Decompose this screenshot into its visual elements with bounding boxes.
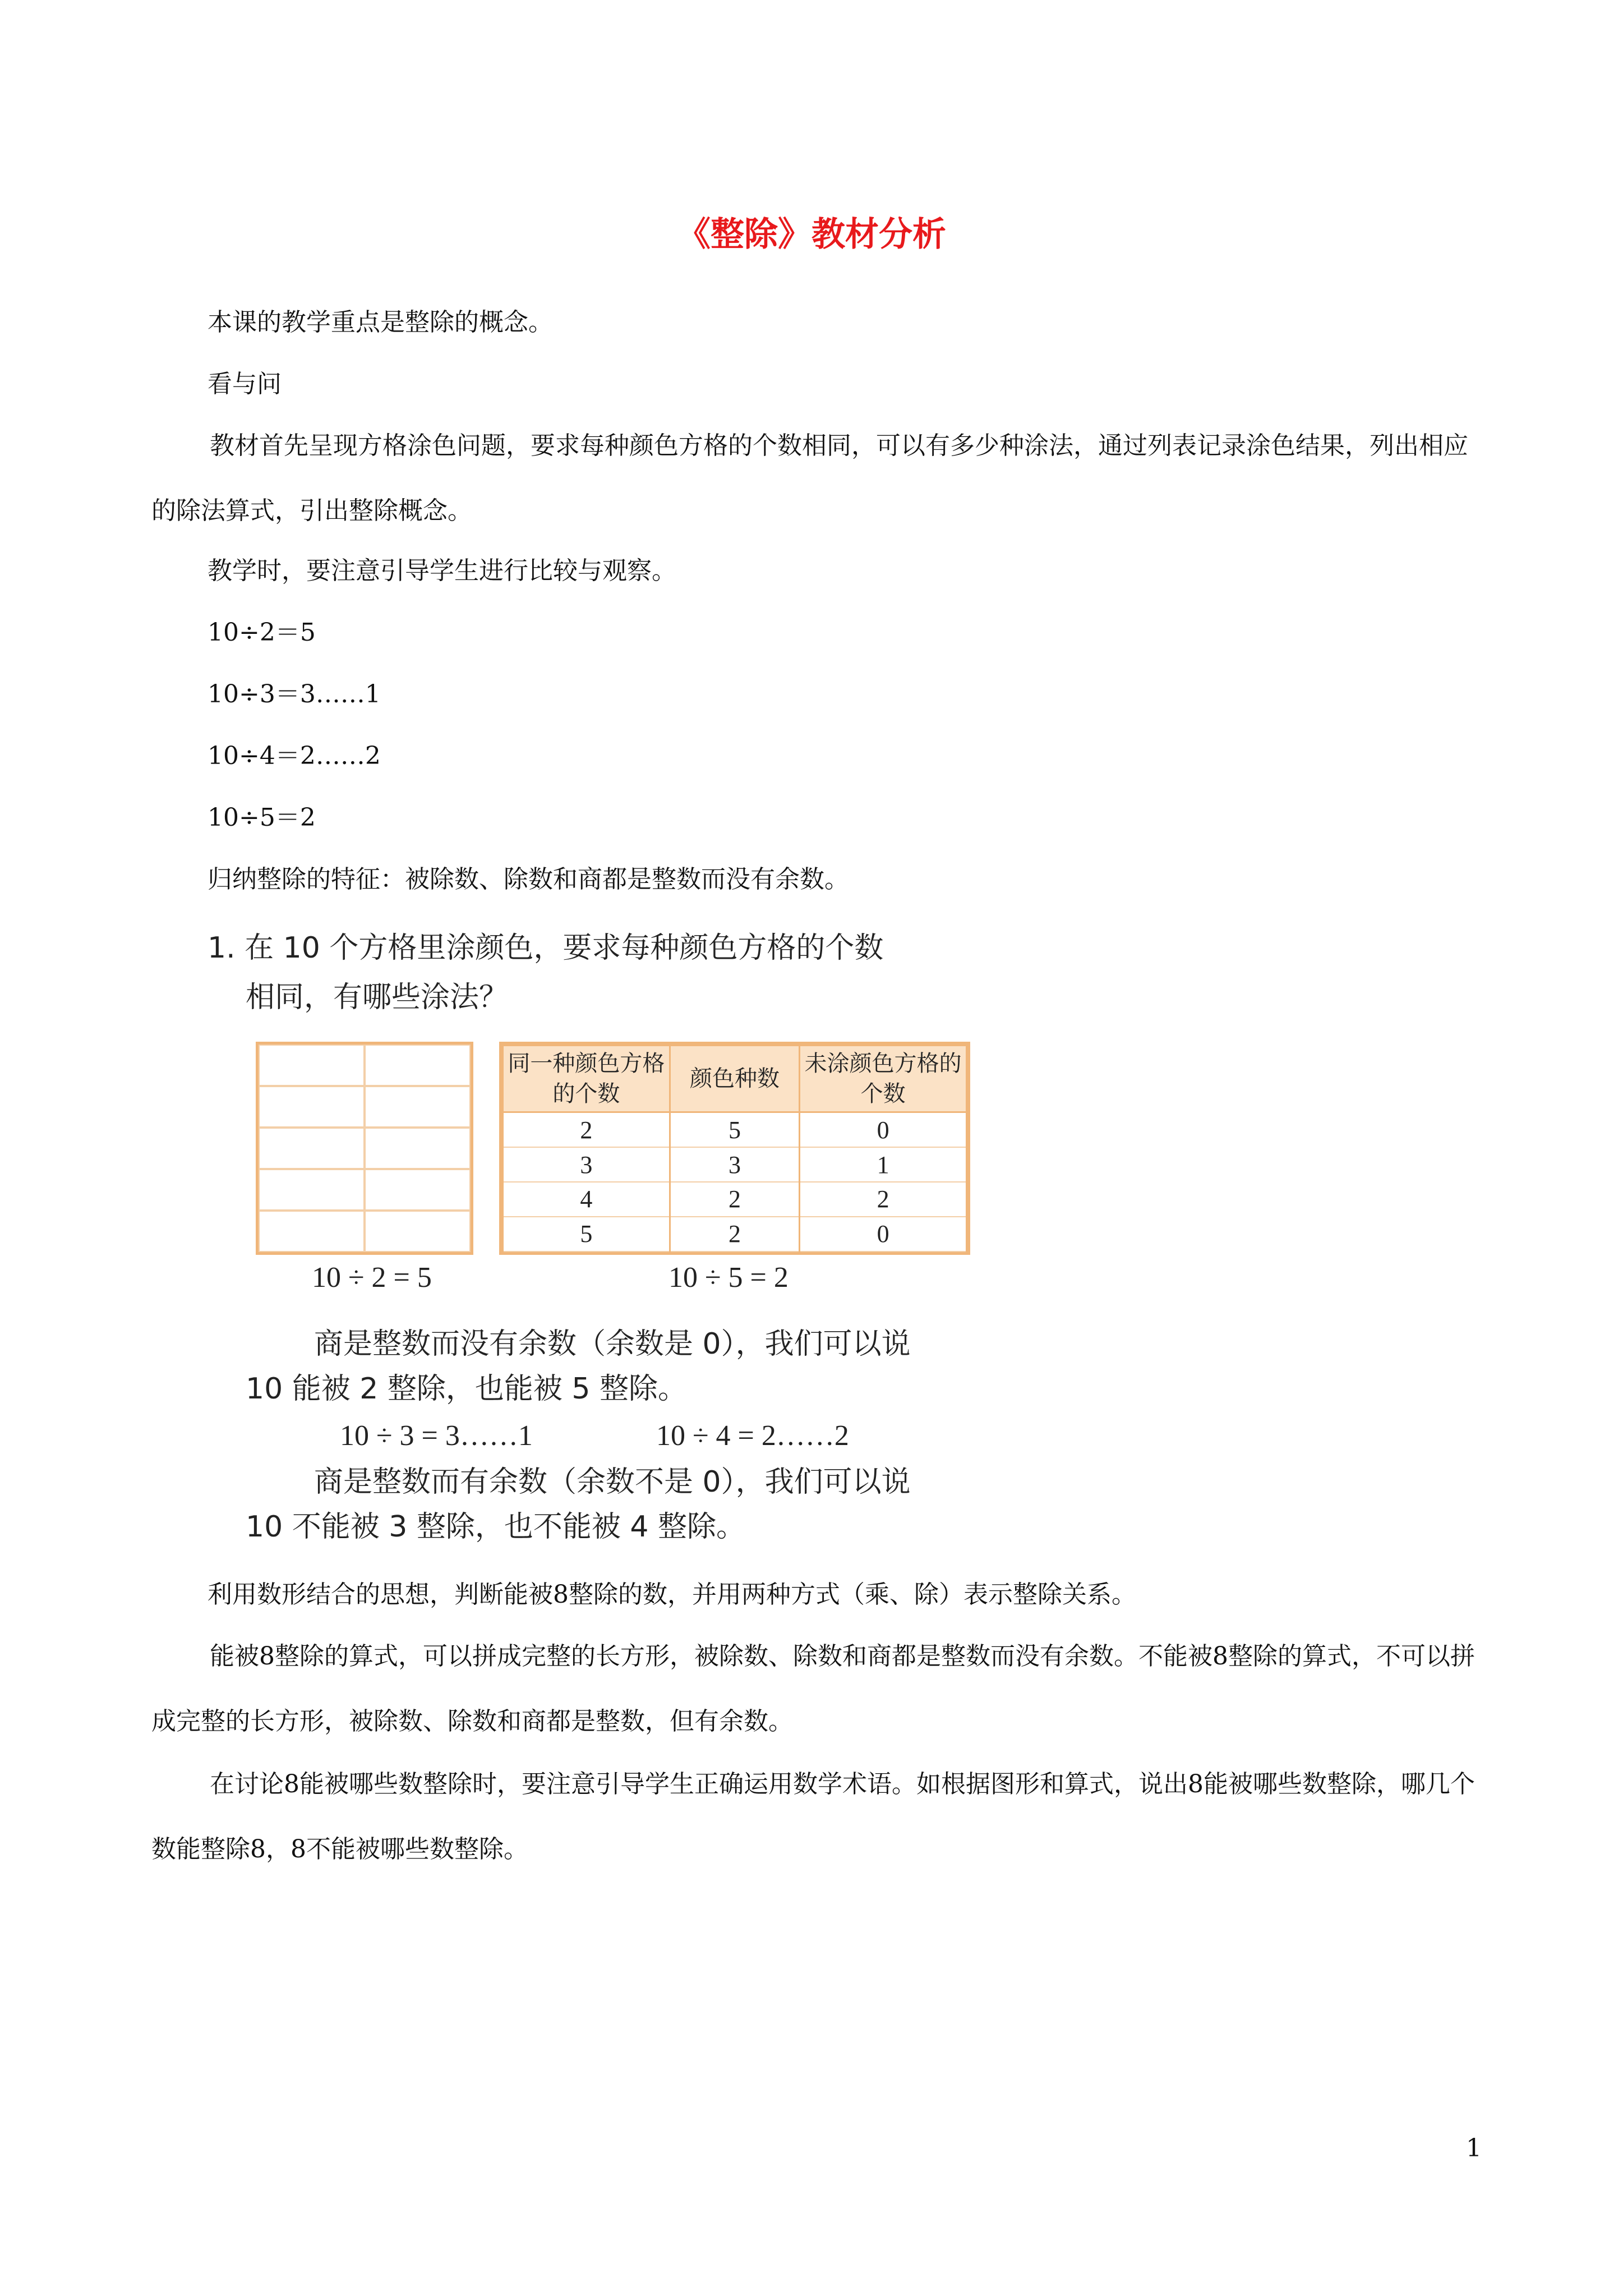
paragraph-method: 利用数形结合的思想，判断能被8整除的数，并用两种方式（乘、除）表示整除关系。: [208, 1580, 1136, 1609]
paragraph-discussion: 在讨论8能被哪些数整除时，要注意引导学生正确运用数学术语。如根据图形和算式，说出8能被哪些数整除，哪几个数能整除8，8不能被哪些数整除。: [151, 1770, 1475, 1864]
table-cell: 2: [670, 1182, 800, 1217]
grid-cell: [259, 1169, 365, 1211]
table-header: 未涂颜色方格的个数: [800, 1046, 967, 1112]
paragraph-summary: 归纳整除的特征：被除数、除数和商都是整数而没有余数。: [208, 865, 849, 894]
section-heading: 看与问: [208, 370, 282, 398]
equation-2: 10÷3＝3……1: [208, 680, 381, 708]
grid-cell: [259, 1128, 365, 1169]
color-grid: [256, 1042, 473, 1255]
figure-question-line-2: 相同，有哪些涂法？: [246, 981, 509, 1014]
figure-text-1-line-2: 10 能被 2 整除，也能被 5 整除。: [246, 1372, 687, 1406]
table-cell: 2: [800, 1182, 967, 1217]
grid-cell: [365, 1169, 471, 1211]
grid-cell: [259, 1211, 365, 1252]
grid-cell: [365, 1128, 471, 1169]
figure-text-2-line-1: 商是整数而有余数（余数不是 0），我们可以说: [314, 1465, 911, 1499]
paragraph-rectangles: 能被8整除的算式，可以拼成完整的长方形，被除数、除数和商都是整数而没有余数。不能被8整除的算式，不可以拼成完整的长方形，被除数、除数和商都是整数，但有余数。: [151, 1642, 1475, 1736]
table-cell: 5: [670, 1112, 800, 1148]
page-number: 1: [1466, 2134, 1482, 2162]
grid-cell: [259, 1045, 365, 1086]
table-header: 颜色种数: [670, 1046, 800, 1112]
table-cell: 4: [503, 1182, 670, 1217]
equation-1: 10÷2＝5: [208, 618, 316, 647]
table-cell: 0: [800, 1112, 967, 1148]
table-cell: 2: [670, 1217, 800, 1251]
table-row: [503, 1112, 967, 1148]
table-cell: 1: [800, 1147, 967, 1182]
figure-question-line-1: 1. 在 10 个方格里涂颜色，要求每种颜色方格的个数: [208, 931, 884, 965]
equation-4: 10÷5＝2: [208, 803, 316, 832]
page-title: 《整除》教材分析: [677, 215, 946, 254]
table-cell: 3: [503, 1147, 670, 1182]
table-cell: 0: [800, 1217, 967, 1251]
table-header-row: [503, 1046, 967, 1112]
paragraph-teaching-note: 教学时，要注意引导学生进行比较与观察。: [208, 556, 676, 585]
figure-text-1-line-1: 商是整数而没有余数（余数是 0），我们可以说: [314, 1327, 911, 1361]
coloring-table: [499, 1042, 970, 1255]
table-cell: 5: [503, 1217, 670, 1251]
table-header: 同一种颜色方格的个数: [503, 1046, 670, 1112]
grid-cell: [259, 1086, 365, 1128]
textbook-figure: [208, 917, 970, 1557]
grid-cell: [365, 1211, 471, 1252]
table-row: [503, 1147, 967, 1182]
grid-cell: [365, 1086, 471, 1128]
figure-eq-left: 10 ÷ 3 = 3……1: [340, 1420, 533, 1452]
figure-eq-right: 10 ÷ 4 = 2……2: [656, 1420, 849, 1452]
table-row: [503, 1217, 967, 1251]
caption-right: 10 ÷ 5 = 2: [668, 1262, 789, 1294]
grid-cell: [365, 1045, 471, 1086]
table-cell: 3: [670, 1147, 800, 1182]
paragraph-intro: 教材首先呈现方格涂色问题，要求每种颜色方格的个数相同，可以有多少种涂法，通过列表记录涂色结果，列出相应的除法算式，引出整除概念。: [151, 431, 1468, 525]
paragraph-focus: 本课的教学重点是整除的概念。: [208, 308, 553, 337]
equation-3: 10÷4＝2……2: [208, 742, 381, 770]
table-row: [503, 1182, 967, 1217]
table-cell: 2: [503, 1112, 670, 1148]
figure-text-2-line-2: 10 不能被 3 整除，也不能被 4 整除。: [246, 1510, 745, 1544]
caption-left: 10 ÷ 2 = 5: [312, 1262, 432, 1294]
